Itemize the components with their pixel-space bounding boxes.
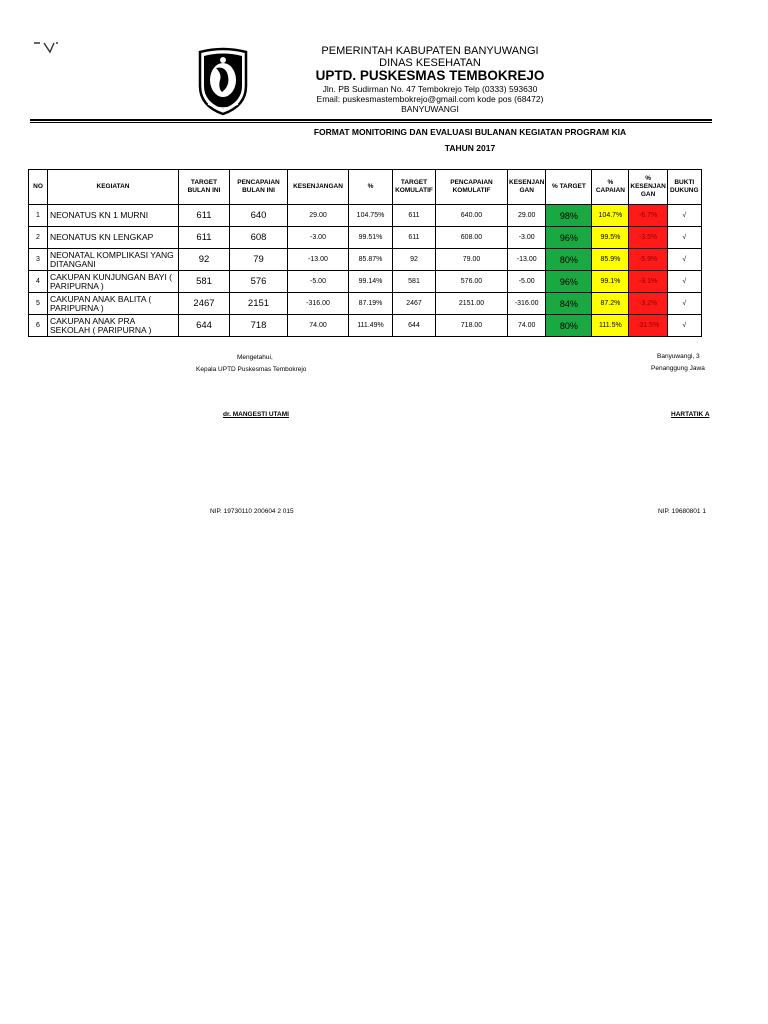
regency-emblem-icon xyxy=(196,46,250,116)
cell-percent-kesenjangan: -31.5% xyxy=(629,315,667,337)
cell-target-bulan: 2467 xyxy=(179,293,230,315)
table-row xyxy=(29,315,702,337)
signature-acknowledged: Mengetahui, xyxy=(237,354,273,361)
signature-right-place-date: Banyuwangi, 3 xyxy=(657,353,700,360)
cell-kesenjangan: -3.00 xyxy=(288,227,349,249)
cell-no: 1 xyxy=(29,205,48,227)
cell-pencapaian-komulatif: 2151.00 xyxy=(436,293,508,315)
cell-kesenjangan: -13.00 xyxy=(288,249,349,271)
cell-bukti-dukung: √ xyxy=(667,271,701,293)
table-row xyxy=(29,205,702,227)
cell-bukti-dukung: √ xyxy=(667,249,701,271)
corner-mark-icon xyxy=(32,40,60,54)
signature-right-name: HARTATIK A xyxy=(671,411,710,418)
header-percent-target: % TARGET xyxy=(546,170,592,205)
cell-kesenjangan-komulatif: -13.00 xyxy=(508,249,546,271)
cell-pencapaian-bulan: 79 xyxy=(230,249,288,271)
cell-no: 6 xyxy=(29,315,48,337)
cell-target-bulan: 611 xyxy=(179,227,230,249)
cell-percent-target: 80% xyxy=(546,249,592,271)
cell-kesenjangan: -316.00 xyxy=(288,293,349,315)
cell-percent: 104.75% xyxy=(349,205,393,227)
header-pencapaian-bulan: PENCAPAIAN BULAN INI xyxy=(230,170,288,205)
cell-target-komulatif: 92 xyxy=(393,249,436,271)
cell-kesenjangan-komulatif: 74.00 xyxy=(508,315,546,337)
cell-bukti-dukung: √ xyxy=(667,205,701,227)
cell-kegiatan: CAKUPAN ANAK PRA SEKOLAH ( PARIPURNA ) xyxy=(48,315,179,337)
table-row xyxy=(29,271,702,293)
cell-kesenjangan-komulatif: 29.00 xyxy=(508,205,546,227)
header-kesenjangan: KESENJANGAN xyxy=(288,170,349,205)
cell-kegiatan: NEONATUS KN LENGKAP xyxy=(48,227,179,249)
cell-percent-target: 96% xyxy=(546,271,592,293)
cell-pencapaian-bulan: 2151 xyxy=(230,293,288,315)
cell-bukti-dukung: √ xyxy=(667,227,701,249)
cell-percent: 111.49% xyxy=(349,315,393,337)
cell-pencapaian-bulan: 608 xyxy=(230,227,288,249)
cell-target-bulan: 92 xyxy=(179,249,230,271)
cell-target-komulatif: 611 xyxy=(393,227,436,249)
cell-percent-target: 80% xyxy=(546,315,592,337)
kia-monitoring-table xyxy=(28,169,702,337)
table-row xyxy=(29,249,702,271)
cell-target-bulan: 644 xyxy=(179,315,230,337)
cell-percent-kesenjangan: -3.1% xyxy=(629,271,667,293)
table-row xyxy=(29,227,702,249)
header-percent: % xyxy=(349,170,393,205)
header-kesenjangan-komulatif: KESENJAN GAN xyxy=(508,170,546,205)
cell-kesenjangan-komulatif: -3.00 xyxy=(508,227,546,249)
header-email: Email: puskesmastembokrejo@gmail.com kode pos (68472) xyxy=(316,94,544,104)
cell-kegiatan: NEONATUS KN 1 MURNI xyxy=(48,205,179,227)
cell-target-komulatif: 2467 xyxy=(393,293,436,315)
cell-kegiatan: NEONATAL KOMPLIKASI YANG DITANGANI xyxy=(48,249,179,271)
cell-pencapaian-komulatif: 608.00 xyxy=(436,227,508,249)
cell-no: 2 xyxy=(29,227,48,249)
signature-left-role: Kepala UPTD Puskesmas Tembokrejo xyxy=(196,366,307,373)
document-title: FORMAT MONITORING DAN EVALUASI BULANAN KEGIATAN PROGRAM KIA xyxy=(313,127,627,137)
cell-bukti-dukung: √ xyxy=(667,315,701,337)
signature-left-name: dr. MANGESTI UTAMI xyxy=(223,411,289,418)
signature-right-nip: NIP. 19680801 1 xyxy=(658,508,706,515)
cell-target-komulatif: 611 xyxy=(393,205,436,227)
cell-pencapaian-komulatif: 79.00 xyxy=(436,249,508,271)
cell-no: 5 xyxy=(29,293,48,315)
cell-percent: 87.19% xyxy=(349,293,393,315)
header-divider-thin xyxy=(30,122,712,123)
cell-target-komulatif: 644 xyxy=(393,315,436,337)
cell-percent-target: 98% xyxy=(546,205,592,227)
cell-percent-capaian: 99.5% xyxy=(592,227,629,249)
header-address: Jln. PB Sudirman No. 47 Tembokrejo Telp (0333) 593630 xyxy=(322,84,538,94)
cell-kesenjangan-komulatif: -316.00 xyxy=(508,293,546,315)
cell-percent-target: 96% xyxy=(546,227,592,249)
header-target-komulatif: TARGET KOMULATIF xyxy=(393,170,436,205)
cell-percent: 85.87% xyxy=(349,249,393,271)
cell-kesenjangan: 29.00 xyxy=(288,205,349,227)
table-row xyxy=(29,293,702,315)
cell-target-bulan: 611 xyxy=(179,205,230,227)
header-divider xyxy=(30,119,712,121)
cell-percent-capaian: 99.1% xyxy=(592,271,629,293)
cell-percent: 99.14% xyxy=(349,271,393,293)
cell-pencapaian-bulan: 640 xyxy=(230,205,288,227)
cell-target-komulatif: 581 xyxy=(393,271,436,293)
cell-target-bulan: 581 xyxy=(179,271,230,293)
header-department: DINAS KESEHATAN xyxy=(379,57,481,69)
cell-kesenjangan: -5.00 xyxy=(288,271,349,293)
header-percent-kesenjangan: % KESENJAN GAN xyxy=(629,170,667,205)
header-city: BANYUWANGI xyxy=(401,104,459,114)
document-year: TAHUN 2017 xyxy=(444,143,496,153)
cell-kesenjangan-komulatif: -5.00 xyxy=(508,271,546,293)
cell-pencapaian-bulan: 576 xyxy=(230,271,288,293)
cell-percent-capaian: 87.2% xyxy=(592,293,629,315)
cell-pencapaian-komulatif: 718.00 xyxy=(436,315,508,337)
cell-percent: 99.51% xyxy=(349,227,393,249)
header-institution: UPTD. PUSKESMAS TEMBOKREJO xyxy=(315,68,545,83)
header-target-bulan: TARGET BULAN INI xyxy=(179,170,230,205)
cell-percent-kesenjangan: -6.7% xyxy=(629,205,667,227)
cell-percent-capaian: 85.9% xyxy=(592,249,629,271)
header-bukti-dukung: BUKTI DUKUNG xyxy=(667,170,701,205)
cell-percent-kesenjangan: -3.2% xyxy=(629,293,667,315)
cell-pencapaian-komulatif: 640.00 xyxy=(436,205,508,227)
header-percent-capaian: % CAPAIAN xyxy=(592,170,629,205)
header-no: NO xyxy=(29,170,48,205)
cell-pencapaian-bulan: 718 xyxy=(230,315,288,337)
cell-percent-capaian: 104.7% xyxy=(592,205,629,227)
header-government: PEMERINTAH KABUPATEN BANYUWANGI xyxy=(321,45,539,57)
cell-percent-target: 84% xyxy=(546,293,592,315)
signature-left-nip: NIP. 19730110 200604 2 015 xyxy=(210,508,294,515)
cell-pencapaian-komulatif: 576.00 xyxy=(436,271,508,293)
cell-kegiatan: CAKUPAN ANAK BALITA ( PARIPURNA ) xyxy=(48,293,179,315)
cell-no: 4 xyxy=(29,271,48,293)
cell-percent-capaian: 111.5% xyxy=(592,315,629,337)
cell-no: 3 xyxy=(29,249,48,271)
cell-kegiatan: CAKUPAN KUNJUNGAN BAYI ( PARIPURNA ) xyxy=(48,271,179,293)
cell-percent-kesenjangan: -3.5% xyxy=(629,227,667,249)
cell-bukti-dukung: √ xyxy=(667,293,701,315)
table-header-row xyxy=(29,170,702,205)
cell-percent-kesenjangan: -5.9% xyxy=(629,249,667,271)
cell-kesenjangan: 74.00 xyxy=(288,315,349,337)
signature-right-role: Penanggung Jawa xyxy=(651,365,705,372)
header-kegiatan: KEGIATAN xyxy=(48,170,179,205)
header-pencapaian-komulatif: PENCAPAIAN KOMULATIF xyxy=(436,170,508,205)
